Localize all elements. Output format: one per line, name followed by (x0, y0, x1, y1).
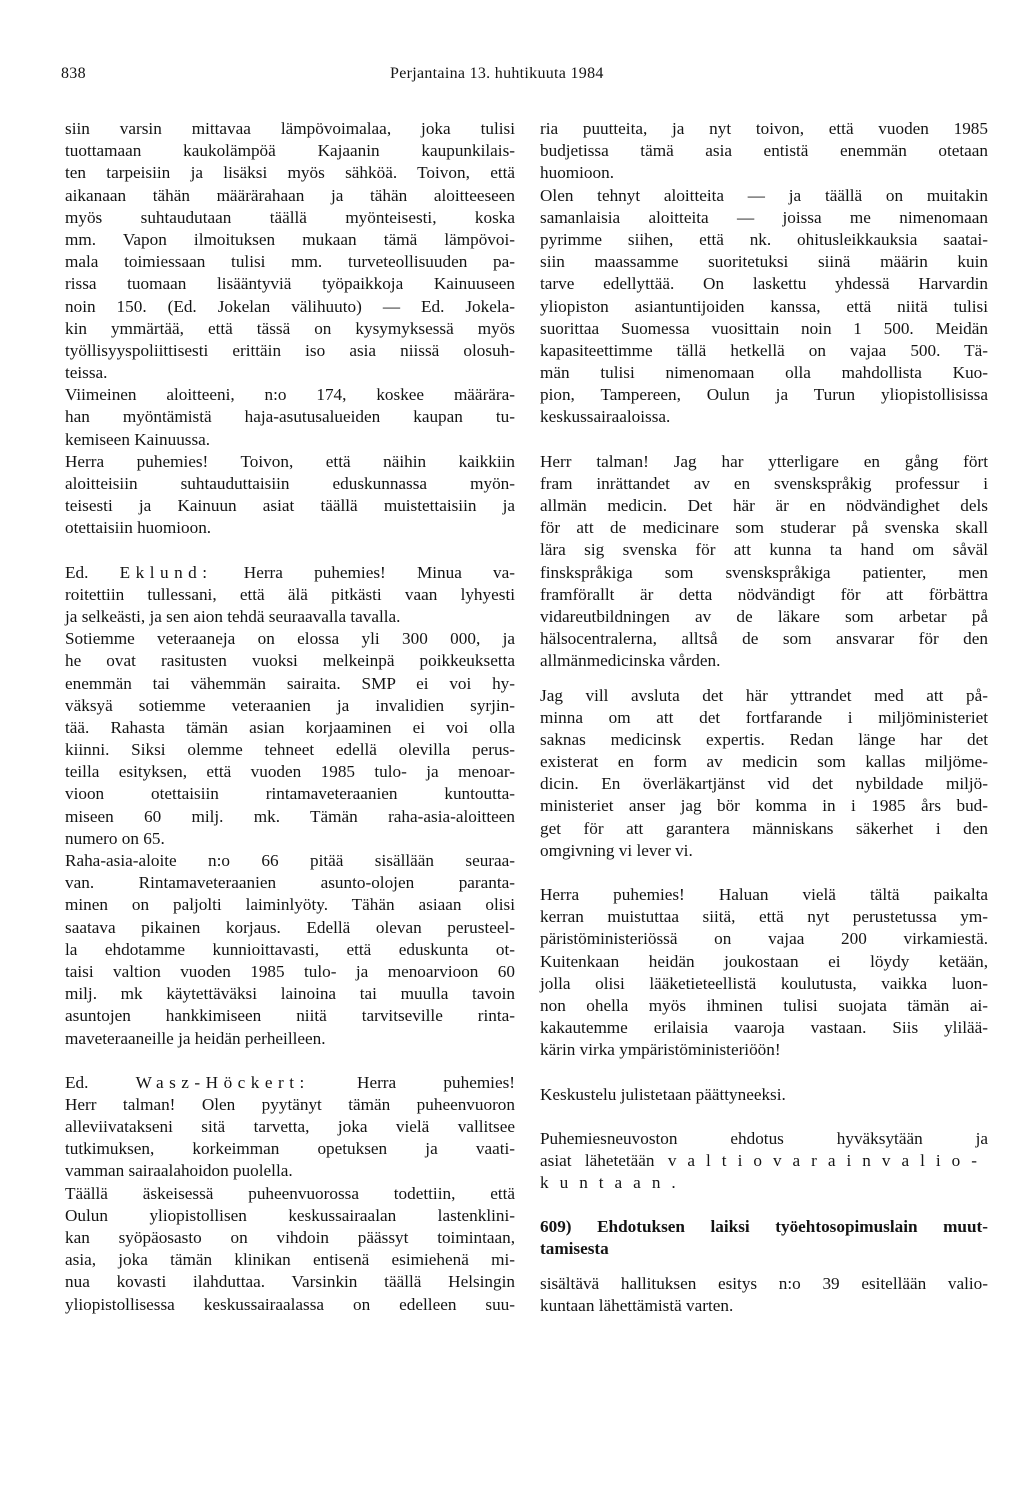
speaker-prefix: Ed. (65, 562, 89, 582)
paragraph (540, 118, 988, 185)
paragraph (540, 451, 988, 673)
paragraph-gap (540, 1261, 988, 1273)
text-line: kapasiteettimme tällä hetkellä on vajaa 500. Tä- (540, 340, 988, 360)
text-line: nua kovasti ilahduttaa. Varsinkin täällä Helsingin (65, 1272, 515, 1292)
text-line: työllisyyspoliittisesti erittäin iso asia niissä olosuh- (65, 340, 515, 360)
proposal-prefix: asiat lähetetään (540, 1150, 655, 1170)
text-line: siin varsin mittavaa lämpövoimalaa, joka tulisi (65, 119, 515, 138)
paragraph (65, 451, 515, 540)
text-line: tuottamaan kaukolämpöä Kajaanin kaupunkilais- (65, 141, 515, 161)
speaker-line (65, 562, 515, 584)
text-line: män tulisi nimenomaan olla mahdollista Kuo- (540, 363, 988, 383)
text-line: kan syöpäosasto on vihdoin päässyt toimintaan, (65, 1228, 515, 1247)
text-line: fram inrättandet av en svenskspråkig professur i (540, 473, 988, 493)
text-line: pion, Tampereen, Oulun ja Turun yliopistollisissa (540, 385, 988, 405)
closing-note (540, 1084, 988, 1106)
paragraph-gap (540, 862, 988, 884)
text-line: tutkimuksen, korkeimman opetuksen ja vaati- (65, 1139, 515, 1159)
paragraph (540, 884, 988, 1062)
text-line: van. Rintamaveteraanien asunto-olojen paranta- (65, 873, 515, 893)
text-line: taisi valtion vuoden 1985 tulo- ja menoarvioon 60 (65, 961, 515, 981)
text-line: Herra puhemies! Toivon, että näihin kaikkiin (65, 451, 515, 471)
text-line: samanlaisia aloitteita — joissa me nimenomaan (540, 207, 988, 227)
text-line: yliopiston asiantuntijoiden kanssa, että niitä tulisi (540, 296, 988, 316)
text-line: teissa. (65, 363, 108, 383)
paragraph (540, 185, 988, 429)
text-line: saatava pikainen korjaus. Edellä olevan perusteel- (65, 917, 515, 937)
text-line: väksyä sotiemme veteraanien ja invalidien syrjin- (65, 695, 515, 715)
text-line: Kuitenkaan heidän joukostaan ei löydy ketään, (540, 951, 988, 971)
text-line: otettaisiin huomioon. (65, 518, 212, 538)
text-line: kemiseen Kainuussa. (65, 429, 211, 449)
page-header (61, 65, 966, 87)
text-line: för att de medicinare som studerar på svenska skall (540, 518, 988, 538)
text-line: siin maassamme suoritetuksi siinä määrin kuin (540, 252, 988, 272)
agenda-heading (540, 1216, 988, 1260)
paragraph (65, 384, 515, 451)
text-line: han myöntämistä haja-asutusalueiden kaupan tu- (65, 407, 515, 427)
paragraph-gap (540, 1106, 988, 1128)
text-line: aloitteisiin suhtauduttaisiin eduskunnassa myön- (65, 474, 515, 493)
text-line: asia, joka tämän klinikan entisenä esimiehenä mi- (65, 1250, 515, 1270)
paragraph-gap (540, 429, 988, 451)
text-line: hälsocentralerna, alltså de som ansvarar för den (540, 629, 988, 649)
text-line: noin 150. (Ed. Jokelan välihuuto) — Ed. Jokela- (65, 296, 515, 316)
proposal-note (540, 1128, 988, 1195)
paragraph (540, 1273, 988, 1317)
text-line: minna om att det fortfarande i miljöministeriet (540, 707, 988, 727)
text-line: framförallt är detta nödvändigt för att förbättra (540, 584, 988, 604)
text-line: Oulun yliopistollisen keskussairaalan lastenklini- (65, 1205, 515, 1225)
text-line: Keskustelu julistetaan päättyneeksi. (540, 1084, 786, 1104)
speaker-prefix: Ed. (65, 1072, 89, 1092)
text-line: Täällä äskeisessä puheenvuorossa todettiin, että (65, 1183, 515, 1203)
text-line: non ohella myös ihminen tulisi suojata tämän ai- (540, 995, 988, 1015)
text-line: ten tarpeisiin ja lisäksi myös sähköä. Toivon, että (65, 163, 515, 183)
text-line: teilla esityksen, että vuoden 1985 tulo- ja menoar- (65, 762, 515, 782)
text-line: get för att garantera människans säkerhet i den (540, 818, 988, 838)
text-line: ria puutteita, ja nyt toivon, että vuoden 1985 (540, 119, 988, 138)
heading-line: 609) Ehdotuksen laiksi työehtosopimuslain muut- (540, 1217, 988, 1237)
text-line: dicin. En överläkartjänst vid det nybildade miljö- (540, 774, 988, 794)
text-line: maveteraaneille ja heidän perheilleen. (65, 1028, 326, 1048)
left-column (65, 118, 515, 1316)
text-line: enemmän tai vähemmän sairaita. SMP ei voi hy- (65, 673, 515, 693)
text-line: teisesti ja Kainuun asiat täällä muistettaisiin ja (65, 496, 515, 516)
text-line: päristöministeriössä on vajaa 200 virkamiestä. (540, 929, 988, 949)
text-line: allmänmedicinska vården. (540, 651, 721, 671)
text-line (540, 1150, 988, 1172)
text-line: omgivning vi lever vi. (540, 840, 693, 860)
speech-text: Herra puhemies! (357, 1072, 516, 1092)
speech-eklund (65, 562, 515, 629)
text-line: tää. Rahasta tämän asian korjaaminen ei voi olla (65, 717, 515, 737)
text-line: myös suhtaudutaan täällä myönteisesti, koska (65, 207, 515, 227)
text-line: Viimeinen aloitteeni, n:o 174, koskee määrära- (65, 385, 515, 405)
text-line: kakautemme erilaisia vaaroja vastaan. Siis ylilää- (540, 1018, 988, 1038)
text-line: numero on 65. (65, 828, 165, 848)
paragraph-gap (540, 1194, 988, 1216)
speaker-name: Wasz-Höckert: (135, 1072, 310, 1092)
speaker-name: Eklund: (119, 562, 213, 582)
text-line: vioon otettaisiin rintamaveteraanien kuntoutta- (65, 784, 515, 804)
committee-name: valtiovarainvalio- (667, 1150, 988, 1170)
heading-line: tamisesta (540, 1239, 609, 1259)
paragraph-gap (65, 1050, 515, 1072)
text-line: yliopistollisessa keskussairaalassa on edelleen suu- (65, 1294, 515, 1314)
text-line: alleviivatakseni sitä tarvetta, joka vielä vallitsee (65, 1117, 515, 1137)
paragraph (65, 118, 515, 384)
text-line: mala toimiessaan tulisi mm. turveteollisuuden pa- (65, 252, 515, 272)
text-line: jolla olisi lääketieteellistä koulutusta, vaikka luon- (540, 973, 988, 993)
text-line: Sotiemme veteraaneja on elossa yli 300 000, ja (65, 629, 515, 649)
text-line: suorittaa Suomessa vuosittain noin 1 500. Meidän (540, 318, 988, 338)
paragraph (65, 850, 515, 1050)
speech-wasz-hockert (65, 1072, 515, 1183)
text-line: huomioon. (540, 163, 615, 183)
text-line: allmän medicin. Det här är en nödvändighet dels (540, 496, 988, 515)
paragraph (65, 628, 515, 850)
paragraph-gap (65, 540, 515, 562)
text-line: vamman sairaalahoidon puolella. (65, 1161, 293, 1181)
text-line: finskspråkiga som svenskspråkiga patienter, men (540, 562, 988, 582)
text-line: rissa tuomaan lisääntyviä työpaikkoja Kainuuseen (65, 274, 515, 294)
text-line: miseen 60 milj. mk. Tämän raha-asia-aloitteen (65, 806, 515, 826)
text-line: vidareutbildningen av de läkare som arbetar på (540, 606, 988, 626)
text-line: Olen tehnyt aloitteita — ja täällä on muitakin (540, 185, 988, 205)
page-number: 838 (61, 65, 86, 82)
text-line: ministeriet anser jag bör komma in i 1985 års bud- (540, 796, 988, 816)
speaker-line (65, 1072, 515, 1094)
text-line: mm. Vapon ilmoituksen mukaan tämä lämpövoi- (65, 229, 515, 249)
text-line: aikanaan tähän määrärahaan ja tähän aloitteeseen (65, 185, 515, 205)
text-line: milj. mk käytettäväksi lainoina tai muulla tavoin (65, 984, 515, 1004)
paragraph (540, 685, 988, 863)
text-line: Jag vill avsluta det här yttrandet med att på- (540, 685, 988, 705)
text-line: keskussairaaloissa. (540, 407, 671, 427)
text-line: la ehdotamme kunnioittavasti, että eduskunta ot- (65, 939, 515, 959)
text-line: minen on paljolti laiminlyöty. Tähän asiaan olisi (65, 895, 515, 915)
text-line: Puhemiesneuvoston ehdotus hyväksytään ja (540, 1128, 988, 1148)
text-line: kin ymmärtää, että tässä on kysymyksessä myös (65, 318, 515, 338)
text-line: budjetissa tämä asia entistä enemmän otetaan (540, 141, 988, 161)
text-line: sisältävä hallituksen esitys n:o 39 esitellään valio- (540, 1273, 988, 1293)
text-line: pyrimme siihen, että nk. ohitusleikkauksia saatai- (540, 229, 988, 249)
committee-name: kuntaan. (540, 1173, 687, 1193)
speech-text: Herra puhemies! Minua va- (243, 562, 516, 582)
text-line: ja selkeästi, ja sen aion tehdä seuraavalla tavalla. (65, 606, 401, 626)
running-title: Perjantaina 13. huhtikuuta 1984 (390, 65, 604, 82)
text-line: kärin virka ympäristöministeriöön! (540, 1040, 781, 1060)
text-line: Herra puhemies! Haluan vielä tältä paikalta (540, 885, 988, 904)
text-line: kiinni. Siksi olemme tehneet edellä olevilla perus- (65, 740, 515, 760)
text-line: lära sig svenska för att kunna ta hand om såväl (540, 540, 988, 560)
paragraph-gap (540, 673, 988, 685)
right-column (540, 118, 988, 1317)
text-line: Herr talman! Jag har ytterligare en gång fört (540, 451, 988, 471)
text-line: asuntojen hankkimiseen niitä tarvitseville rinta- (65, 1006, 515, 1026)
text-line: tarve edellyttää. On laskettu yhdessä Harvardin (540, 274, 988, 294)
text-line: he ovat rasitusten vuoksi melkeinpä poikkeuksetta (65, 651, 515, 671)
paragraph-gap (540, 1062, 988, 1084)
text-line: kuntaan lähettämistä varten. (540, 1295, 734, 1315)
text-line: saknas medicinsk expertis. Redan länge har det (540, 729, 988, 749)
paragraph (65, 1183, 515, 1316)
text-line: kerran muistuttaa siitä, että nyt perustetussa ym- (540, 907, 988, 927)
text-line: Raha-asia-aloite n:o 66 pitää sisällään seuraa- (65, 851, 515, 870)
text-line: Herr talman! Olen pyytänyt tämän puheenvuoron (65, 1094, 515, 1114)
text-line: roitettiin tullessani, että älä pitkästi vaan lyhyesti (65, 584, 515, 604)
text-line: existerat en form av medicin som kallas miljöme- (540, 752, 988, 772)
